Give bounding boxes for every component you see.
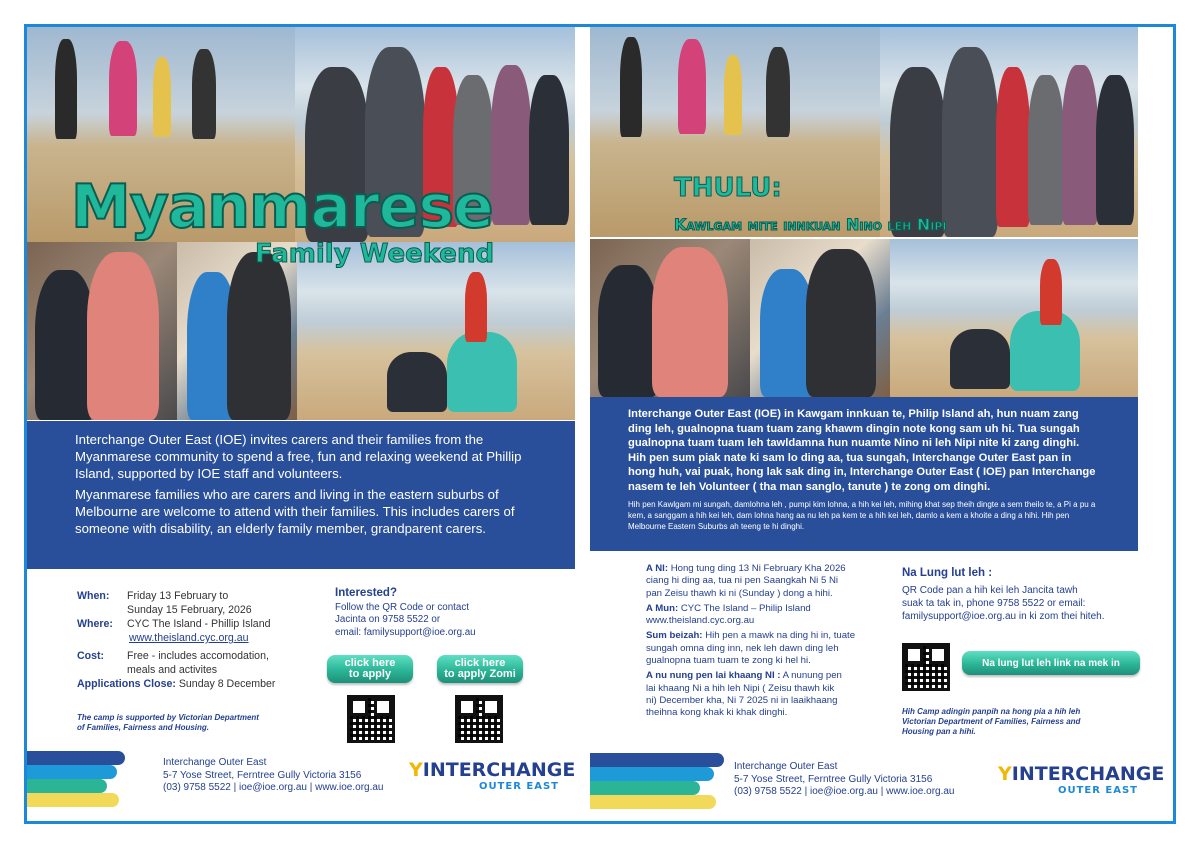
close-value: Sunday 8 December — [178, 678, 276, 690]
photo-family-beach — [590, 27, 880, 237]
close-value: theihna kong khak ki khak dinghi. — [646, 707, 788, 719]
footer-wave — [590, 781, 700, 795]
cost-label: Cost: — [77, 650, 105, 662]
photo-father-son — [750, 239, 890, 397]
logo-text: INTERCHANGE — [422, 759, 576, 781]
logo-subtext: OUTER EAST — [478, 781, 559, 792]
footer-street: 5-7 Yose Street, Ferntree Gully Victoria 3156 — [163, 769, 362, 781]
footer-contact: (03) 9758 5522 | ioe@ioe.org.au | www.ioe.org.au — [734, 786, 955, 797]
interchange-logo: YINTERCHANGE OUTER EAST — [409, 759, 576, 792]
ani-value: Hong tung ding 13 Ni February Kha 2026 — [670, 563, 846, 574]
interested-text: Jacinta on 9758 5522 or — [335, 614, 441, 625]
zomi-flyer — [590, 27, 1165, 820]
ani-value: pan Zeisu thawh ki ni (Sunday ) dong a hihi. — [646, 587, 833, 599]
support-note — [902, 707, 1122, 737]
footer-org: Interchange Outer East — [163, 757, 267, 768]
intro-band — [27, 421, 575, 569]
intro-paragraph: Interchange Outer East (IOE) invites carers and their families from the Myanmarese community to spend a free, fun and relaxing weekend at Phillip Island, supported by IOE staff and volunteers. — [75, 432, 522, 481]
venue-link[interactable]: www.theisland.cyc.org.au — [646, 615, 755, 627]
cost-value: Free - includes accomodation, — [127, 650, 269, 662]
contact-text: QR Code pan a hih kei leh Jancita tawh — [902, 585, 1078, 596]
ani-label: A NI: — [646, 563, 669, 574]
intro-paragraph: Myanmarese families who are carers and living in the eastern suburbs of Melbourne are welcome to attend with their families. This includes carers of someone with disability, an elderly family member, grandparent carers. — [75, 487, 515, 536]
event-details — [646, 563, 886, 720]
amun-label: A Mun: — [646, 602, 679, 614]
contact-title: Na Lung lut leh : — [902, 567, 993, 579]
support-note-text: of Families, Fairness and Housing. — [77, 723, 210, 732]
close-label: A nu nung pen lai khaang NI : — [646, 670, 781, 682]
footer-street: 5-7 Yose Street, Ferntree Gully Victoria 3156 — [734, 773, 933, 785]
support-note-text: Housing pan a hihi. — [902, 727, 976, 736]
footer-address — [163, 757, 423, 795]
qr-code-zomi[interactable] — [455, 695, 503, 743]
close-value: A nunung pen — [782, 670, 842, 682]
interested-title: Interested? — [335, 587, 397, 599]
apply-link-button[interactable]: Na lung lut leh link na mek in — [962, 651, 1140, 675]
page-title: THULU: — [674, 173, 782, 203]
event-details — [77, 590, 337, 692]
contact-text: suak ta tak in, phone 9758 5522 or email: — [902, 598, 1086, 609]
logo-subtext: OUTER EAST — [1057, 785, 1138, 796]
contact-text: familysupport@ioe.org.au in ki zom thei hiteh. — [902, 611, 1105, 622]
when-value: Sunday 15 February, 2026 — [127, 604, 252, 616]
qr-code-apply[interactable] — [902, 643, 950, 691]
footer-wave — [27, 793, 119, 807]
footer-wave — [590, 753, 724, 767]
support-note — [77, 713, 297, 733]
apply-zomi-button[interactable] — [437, 655, 523, 683]
footer-wave — [27, 765, 117, 779]
interested-text: Follow the QR Code or contact — [335, 601, 469, 613]
english-flyer — [27, 27, 575, 820]
page-title: Myanmarese — [71, 172, 493, 242]
photo-child-helmet — [590, 239, 750, 397]
close-value: ni) December kha, Ni 7 2025 ni in laaikhaang — [646, 694, 838, 706]
sum-label: Sum beizah: — [646, 630, 703, 642]
interchange-logo: YINTERCHANGE OUTER EAST — [998, 763, 1165, 796]
apply-button-label: to apply — [348, 668, 392, 680]
page-subtitle: Kawlgam mite innkuan Nino leh Nipi — [674, 215, 947, 234]
when-value: Friday 13 February to — [127, 590, 229, 602]
photo-child-helmet — [27, 242, 177, 420]
sum-value: Hih pen a mawk na ding hi in, tuate — [705, 630, 856, 642]
interested-block — [335, 587, 555, 639]
intro-paragraph: Interchange Outer East (IOE) in Kawgam innkuan te, Philip Island ah, hun nuam zang ding leh, gualnopna tuam tuam zang khawm dingin note kong sam uh hi. Tua sungah gualnopna tuam tuam leh tawldamna hun nuamte Nino ni leh Nipi nite ki zang dinghi. Hih pen sum piak nate ki sam lo ding aa, tua sungah, Interchange Outer East pan in hong huh, vai puak, hong lak sak ding in, Interchange Outer East ( IOE) pan Interchange nasem te leh Volunteer ( tha man sanglo, tanute ) te zong om dinghi. — [628, 408, 1096, 493]
photo-group-jetty — [880, 27, 1138, 237]
sum-value: gualnopna tuam tuam te zong ki hel hi. — [646, 655, 811, 667]
contact-block — [902, 567, 1122, 623]
support-note-text: Victorian Department of Families, Fairness and — [902, 717, 1081, 726]
apply-button[interactable] — [327, 655, 413, 683]
close-label: Applications Close: — [77, 678, 176, 690]
interested-text: email: familysupport@ioe.org.au — [335, 626, 476, 638]
footer-wave — [27, 779, 107, 793]
photo-kids-sand — [890, 239, 1138, 397]
footer-wave — [590, 795, 716, 809]
apply-zomi-label: to apply Zomi — [444, 668, 516, 680]
intro-paragraph-small: Hih pen Kawlgam mi sungah, damlohna leh , pumpi kim lohna, a hih kei leh, mihing khat sep theih dingte a sem theilo te, a Pi a pu a kem, a sanggam a hih kei leh, dam lohna hang aa nu leh pa kem te a hih kei leh, damlo a kem a khoite a ding a hihi. Hih pen Melbourne Eastern Suburbs ah teeng te hi dinghi. — [628, 500, 1096, 531]
when-label: When: — [77, 590, 110, 602]
intro-band — [590, 397, 1138, 551]
apply-zomi-label: click here — [454, 657, 506, 669]
qr-code-apply[interactable] — [347, 695, 395, 743]
cost-value: meals and activites — [127, 664, 218, 676]
footer-contact: (03) 9758 5522 | ioe@ioe.org.au | www.ioe.org.au — [163, 782, 384, 793]
page-subtitle: Family Weekend — [255, 239, 495, 269]
support-note-text: Hih Camp adingin panpih na hong pia a hih leh — [902, 707, 1081, 716]
sum-value: sungah omna ding inn, nek leh dawn ding leh — [646, 642, 839, 654]
amun-value: CYC The Island – Philip Island — [680, 602, 811, 614]
footer-wave — [590, 767, 714, 781]
where-value: CYC The Island - Phillip Island — [127, 618, 271, 630]
where-label: Where: — [77, 618, 113, 630]
footer-org: Interchange Outer East — [734, 761, 838, 772]
close-value: lai khaang Ni a hih leh Nipi ( Zeisu thawh kik — [646, 682, 835, 694]
ani-value: ciang hi ding aa, tua ni pen Saangkah Ni 5 Ni — [646, 575, 839, 587]
support-note-text: The camp is supported by Victorian Department — [77, 713, 259, 722]
footer-address — [734, 761, 994, 799]
venue-link[interactable]: www.theisland.cyc.org.au — [129, 632, 249, 644]
footer-wave — [27, 751, 125, 765]
logo-text: INTERCHANGE — [1011, 763, 1165, 785]
apply-button-label: click here — [344, 657, 396, 669]
